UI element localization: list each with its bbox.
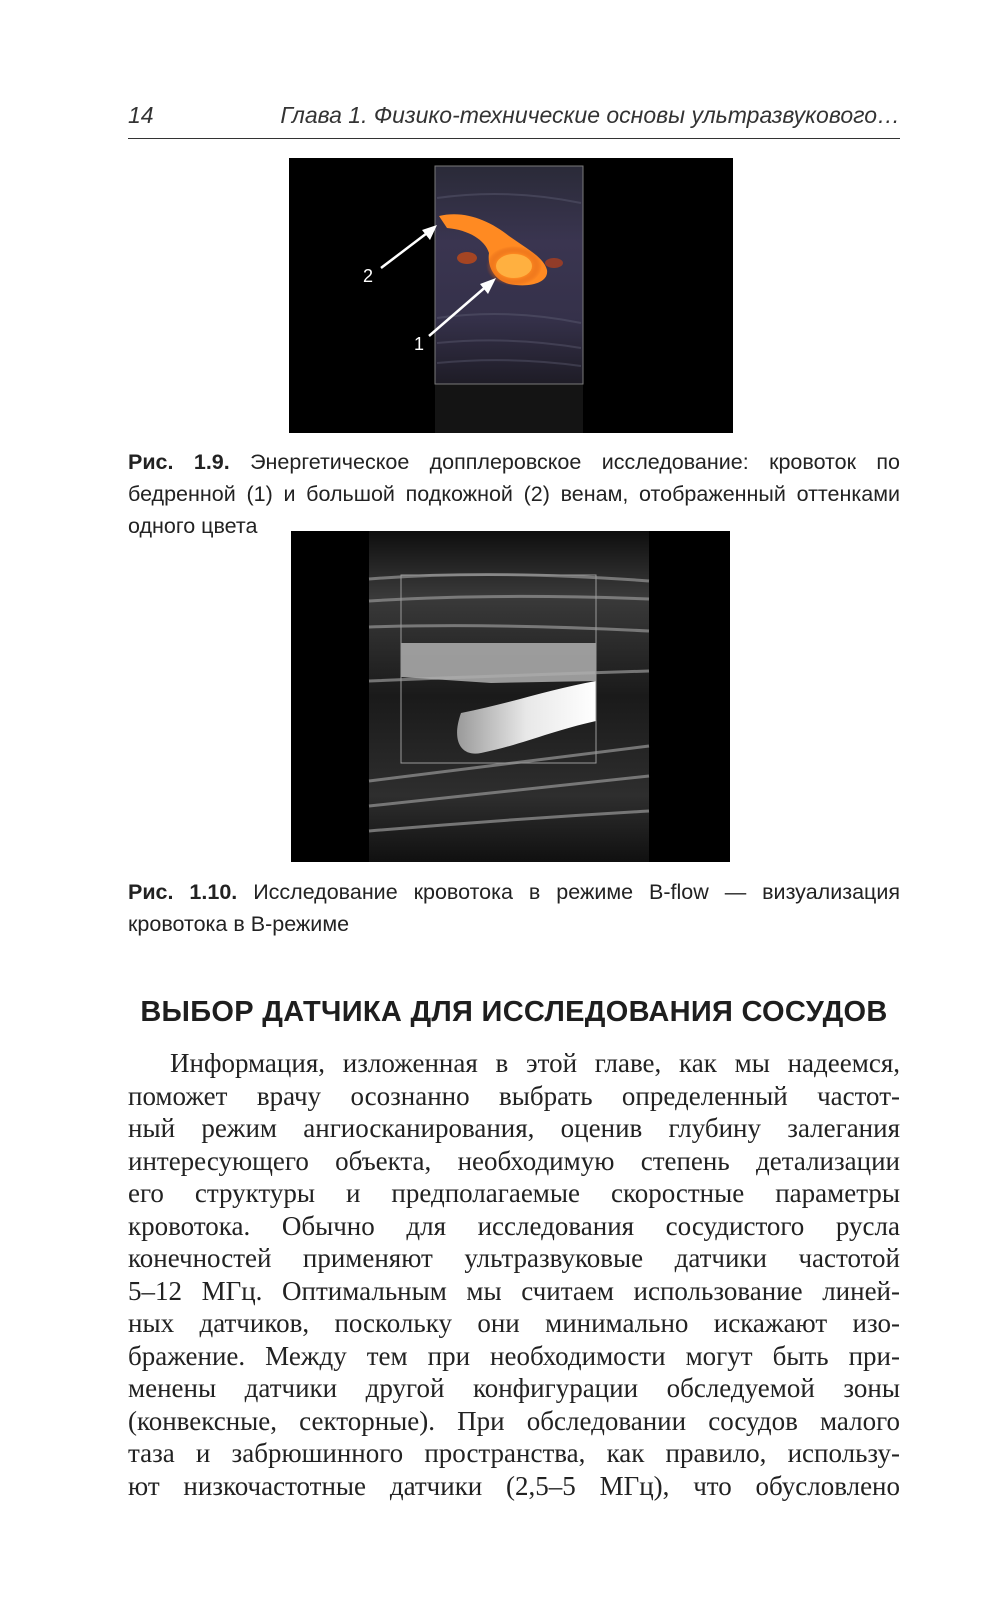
figure-1-9-caption [128,446,900,542]
body-line: таза и забрюшинного пространства, как правило, использу- [128,1438,900,1468]
body-line: ют низкочастотные датчики (2,5–5 МГц), что обусловлено [128,1470,900,1501]
body-line: ных датчиков, поскольку они минимально искажают изо- [128,1308,900,1338]
body-line: его структуры и предполагаемые скоростные параметры [128,1178,900,1208]
figure-1-10-caption [128,876,900,940]
body-line: поможет врачу осознанно выбрать определенный частот- [128,1080,900,1111]
body-line: кровотока. Обычно для исследования сосудистого русла [128,1210,900,1241]
marker-1: 1 [414,334,425,354]
body-line: интересующего объекта, необходимую степень детализации [128,1145,900,1176]
body-line: (конвексные, секторные). При обследовании сосудов малого [128,1405,900,1436]
running-title: Глава 1. Физико-технические основы ультразвукового… [280,102,900,128]
body-line: конечностей применяют ультразвуковые датчики частотой [128,1243,900,1273]
figure-1-9-image [289,158,733,433]
figure-1-9-caption-text: Энергетическое допплеровское исследование: кровоток по бедренной (1) и большой подкожной (2) венам, отображенный оттенками одного цвета [128,450,900,538]
body-line: менены датчики другой конфигурации обследуемой зоны [128,1373,900,1403]
body-line: Информация, изложенная в этой главе, как мы надеемся, [170,1048,900,1078]
body-paragraph [128,1047,900,1502]
running-header [128,98,900,139]
bflow-vessel-upper [401,643,596,683]
marker-2: 2 [363,266,374,286]
figure-1-10-image [291,531,730,862]
body-line: бражение. Между тем при необходимости могут быть при- [128,1340,900,1371]
section-heading: ВЫБОР ДАТЧИКА ДЛЯ ИССЛЕДОВАНИЯ СОСУДОВ [140,996,888,1028]
figure-1-10-caption-text: Исследование кровотока в режиме B-flow — визуализация кровотока в B-режиме [128,880,900,936]
figure-1-10-label: Рис. 1.10. [128,880,238,904]
body-line: ный режим ангиосканирования, оценив глубину залегания [128,1113,900,1143]
body-line: 5–12 МГц. Оптимальным мы считаем использование линей- [128,1275,900,1306]
arrow-2 [381,230,431,268]
figure-1-9-label: Рис. 1.9. [128,450,230,474]
page-number: 14 [128,102,154,128]
